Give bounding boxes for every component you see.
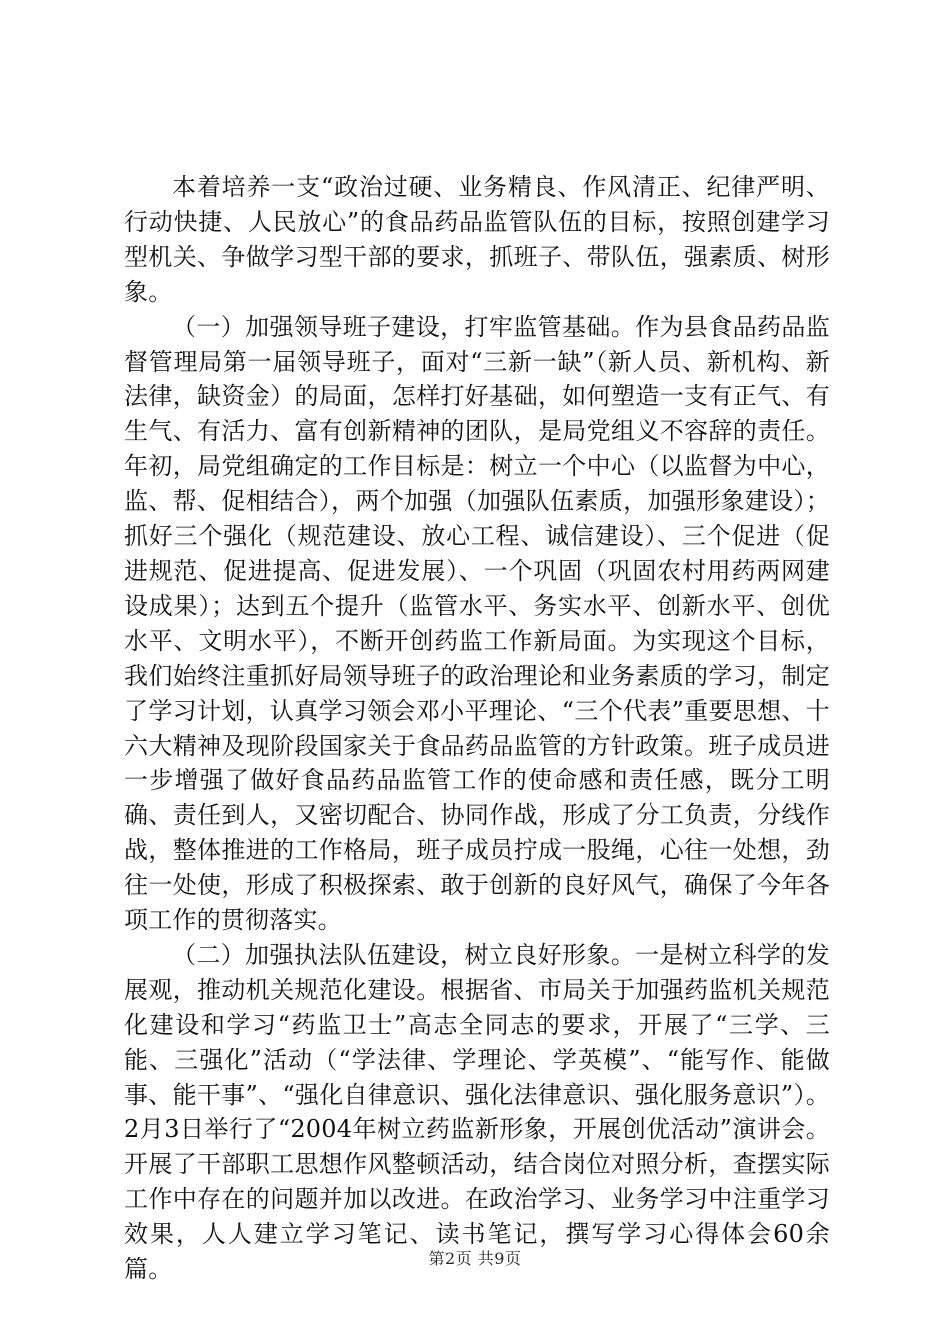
paragraph-section-2: （二）加强执法队伍建设，树立良好形象。一是树立科学的发展观，推动机关规范化建设。根据省、市局关于加强药监机关规范化建设和学习“药监卫士”高志全同志的要求，开展了“三学、三能、三强化”活动（“学法律、学理论、学英模”、“能写作、能做事、能干事”、“强化自律意识、强化法律意识、强化服务意识”）。2月3日举行了“2004年树立药监新形象，开展创优活动”演讲会。开展了干部职工思想作风整顿活动，结合岗位对照分析，查摆实际工作中存在的问题并加以改进。在政治学习、业务学习中注重学习效果，人人建立学习笔记、读书笔记，撰写学习心得体会60余篇。: [124, 940, 830, 1284]
paragraph-section-1: （一）加强领导班子建设，打牢监管基础。作为县食品药品监督管理局第一届领导班子，面对“三新一缺”（新人员、新机构、新法律，缺资金）的局面，怎样打好基础，如何塑造一支有正气、有生气、有活力、富有创新精神的团队，是局党组义不容辞的责任。年初，局党组确定的工作目标是：树立一个中心（以监督为中心，监、帮、促相结合），两个加强（加强队伍素质，加强形象建设）；抓好三个强化（规范建设、放心工程、诚信建设）、三个促进（促进规范、促进提高、促进发展）、一个巩固（巩固农村用药两网建设成果）；达到五个提升（监管水平、务实水平、创新水平、创优水平、文明水平），不断开创药监工作新局面。为实现这个目标，我们始终注重抓好局领导班子的政治理论和业务素质的学习，制定了学习计划，认真学习领会邓小平理论、“三个代表”重要思想、十六大精神及现阶段国家关于食品药品监管的方针政策。班子成员进一步增强了做好食品药品监管工作的使命感和责任感，既分工明确、责任到人，又密切配合、协同作战，形成了分工负责，分线作战，整体推进的工作格局，班子成员拧成一股绳，心往一处想，劲往一处使，形成了积极探索、敢于创新的良好风气，确保了今年各项工作的贯彻落实。: [124, 312, 830, 935]
paragraph-intro: 本着培养一支“政治过硬、业务精良、作风清正、纪律严明、行动快捷、人民放心”的食品药品监管队伍的目标，按照创建学习型机关、争做学习型干部的要求，抓班子、带队伍，强素质、树形象。: [124, 173, 830, 306]
document-body: [124, 170, 830, 1287]
page-number-footer: 第2页 共9页: [428, 1249, 522, 1268]
